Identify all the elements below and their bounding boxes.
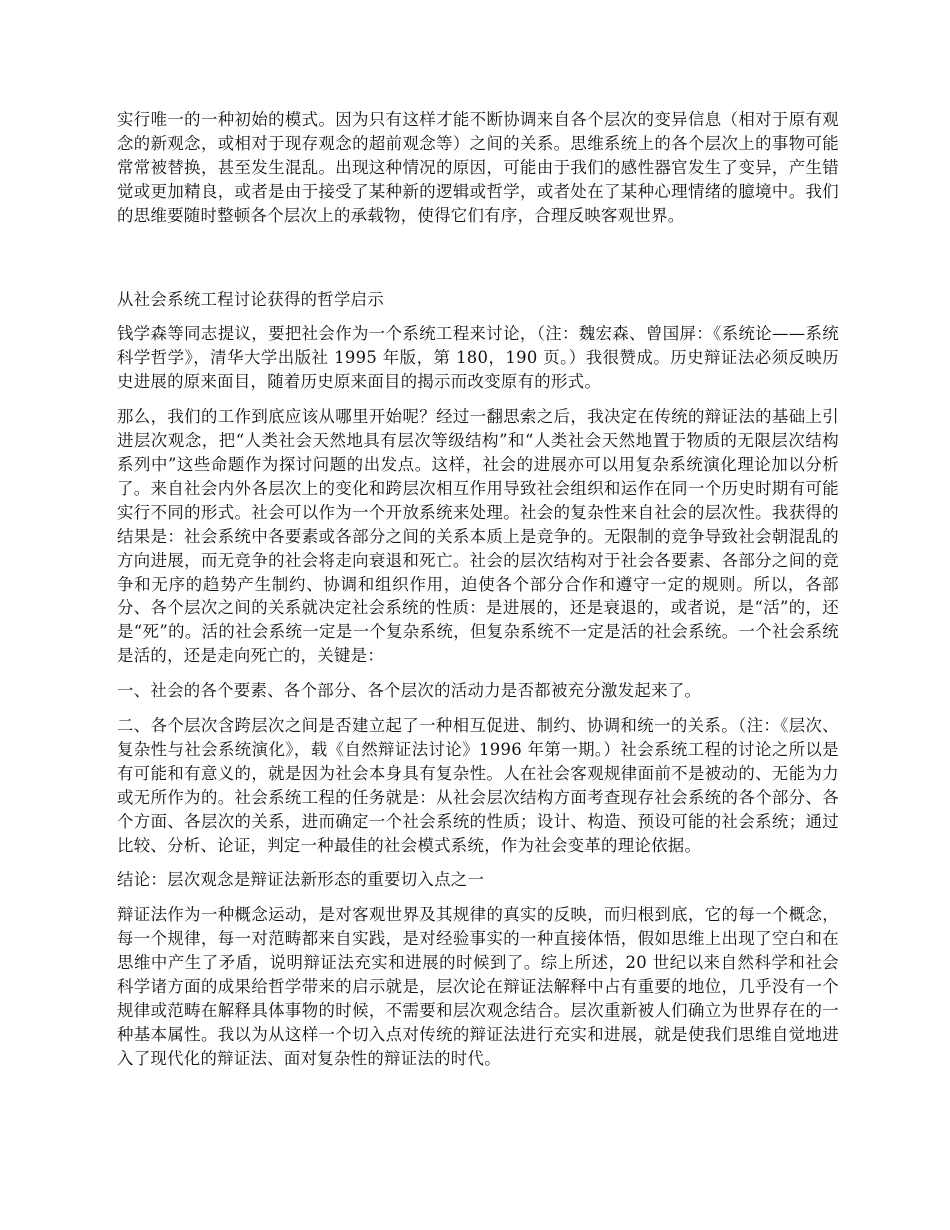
paragraph-qian-xuesen: 钱学森等同志提议，要把社会作为一个系统工程来讨论，（注：魏宏森、曾国屏：《系统论——系统科学哲学》，清华大学出版社 1995 年版，第 180，190 页。）我很赞成。历史辩证法必须反映历史进展的原来面目，随着历史原来面目的揭示而改变原有的形式。 [117,324,839,392]
paragraph-where-to-start: 那么，我们的工作到底应该从哪里开始呢？经过一翻思索之后，我决定在传统的辩证法的基础上引进层次观念，把“人类社会天然地具有层次等级结构”和“人类社会天然地置于物质的无限层次结构系列中”这些命题作为探讨问题的出发点。这样，社会的进展亦可以用复杂系统演化理论加以分析了。来自社会内外各层次上的变化和跨层次相互作用导致社会组织和运作在同一个历史时期有可能实行不同的形式。社会可以作为一个开放系统来处理。社会的复杂性来自社会的层次性。我获得的结果是：社会系统中各要素或各部分之间的关系本质上是竞争的。无限制的竞争导致社会朝混乱的方向进展，而无竞争的社会将走向衰退和死亡。社会的层次结构对于社会各要素、各部分之间的竞争和无序的趋势产生制约、协调和组织作用，迫使各个部分合作和遵守一定的规则。所以，各部分、各个层次之间的关系就决定社会系统的性质：是进展的，还是衰退的，或者说，是“活”的，还是“死”的。活的社会系统一定是一个复杂系统，但复杂系统不一定是活的社会系统。一个社会系统是活的，还是走向死亡的，关键是： [117,407,839,666]
section-heading-social-systems: 从社会系统工程讨论获得的哲学启示 [117,289,385,309]
paragraph-point-two: 二、各个层次含跨层次之间是否建立起了一种相互促进、制约、协调和统一的关系。（注：《层次、复杂性与社会系统演化》，载《自然辩证法讨论》1996 年第一期。）社会系统工程的讨论之所以是有可能和有意义的，就是因为社会本身具有复杂性。人在社会客观规律面前不是被动的、无能为力或无所作为的。社会系统工程的任务就是：从社会层次结构方面考查现存社会系统的各个部分、各个方面、各层次的关系，进而确定一个社会系统的性质；设计、构造、预设可能的社会系统；通过比较、分析、论证，判定一种最佳的社会模式系统，作为社会变革的理论依据。 [117,716,839,855]
document-body [117,108,839,1071]
paragraph-point-one: 一、社会的各个要素、各个部分、各个层次的活动力是否都被充分激发起来了。 [117,681,702,701]
section-spacer [117,228,839,288]
paragraph-conclusion: 辩证法作为一种概念运动，是对客观世界及其规律的真实的反映，而归根到底，它的每一个概念，每一个规律，每一对范畴都来自实践，是对经验事实的一种直接体悟，假如思维上出现了空白和在思维中产生了矛盾，说明辩证法充实和进展的时候到了。综上所述，20 世纪以来自然科学和社会科学诸方面的成果给哲学带来的启示就是，层次论在辩证法解释中占有重要的地位，几乎没有一个规律或范畴在解释具体事物的时候，不需要和层次观念结合。层次重新被人们确立为世界存在的一种基本属性。我以为从这样一个切入点对传统的辩证法进行充实和进展，就是使我们思维自觉地进入了现代化的辩证法、面对复杂性的辩证法的时代。 [117,905,839,1068]
paragraph-hierarchy-thinking: 实行唯一的一种初始的模式。因为只有这样才能不断协调来自各个层次的变异信息（相对于原有观念的新观念，或相对于现存观念的超前观念等）之间的关系。思维系统上的各个层次上的事物可能常常被替换，甚至发生混乱。出现这种情况的原因，可能由于我们的感性器官发生了变异，产生错觉或更加精良，或者是由于接受了某种新的逻辑或哲学，或者处在了某种心理情绪的臆境中。我们的思维要随时整顿各个层次上的承载物，使得它们有序，合理反映客观世界。 [117,110,839,225]
section-heading-conclusion: 结论：层次观念是辩证法新形态的重要切入点之一 [117,870,485,890]
